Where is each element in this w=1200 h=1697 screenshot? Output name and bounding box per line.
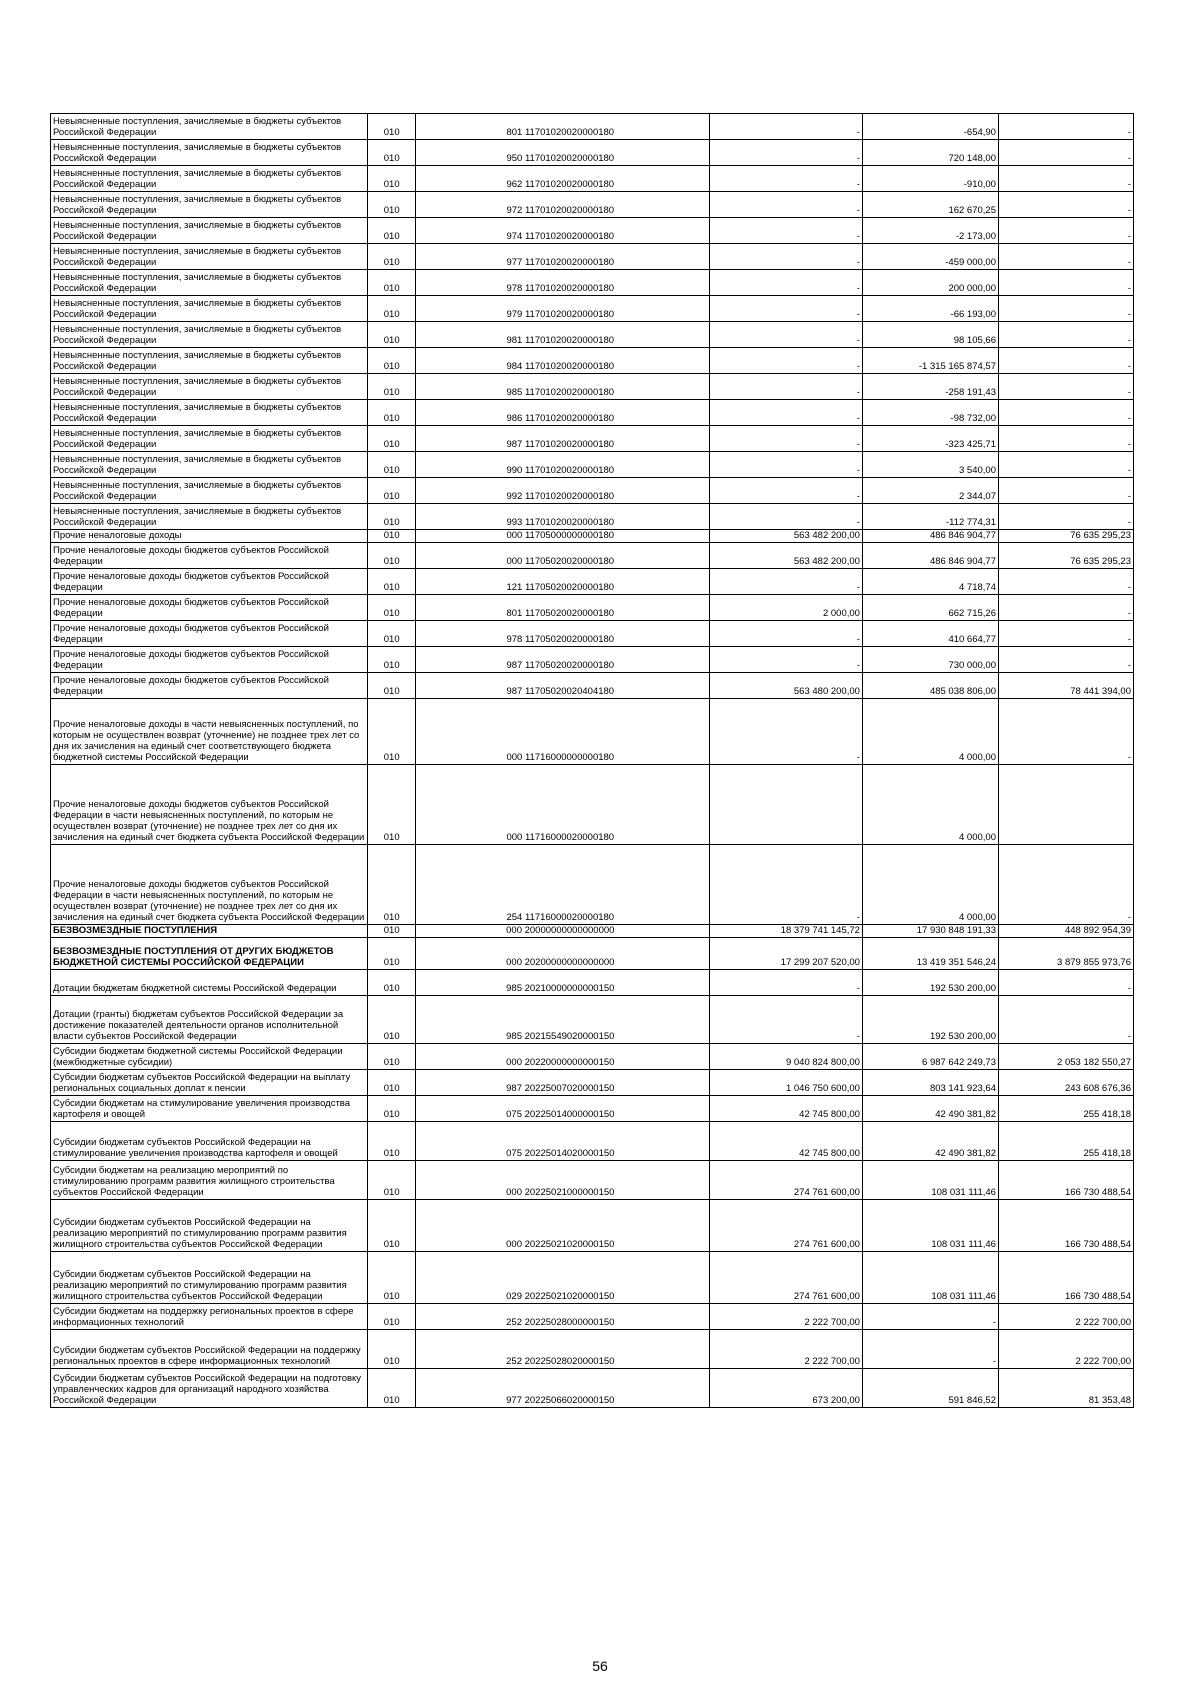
- row-executed-cell: 4 718,74: [862, 569, 998, 595]
- row-name-cell: Прочие неналоговые доходы бюджетов субъектов Российской Федерации: [51, 621, 368, 647]
- row-unexecuted-cell: 76 635 295,23: [998, 530, 1133, 543]
- row-executed-cell: 730 000,00: [862, 647, 998, 673]
- row-name-cell: Невыясненные поступления, зачисляемые в бюджеты субъектов Российской Федерации: [51, 140, 368, 166]
- row-unexecuted-cell: 166 730 488,54: [998, 1252, 1133, 1304]
- row-executed-cell: 13 419 351 546,24: [862, 938, 998, 970]
- row-name-cell: Субсидии бюджетам на стимулирование увеличения производства картофеля и овощей: [51, 1096, 368, 1122]
- row-budget-code-cell: 000 20200000000000000: [415, 938, 709, 970]
- row-unexecuted-cell: -: [998, 970, 1133, 996]
- row-unexecuted-cell: 78 441 394,00: [998, 673, 1133, 699]
- row-unexecuted-cell: -: [998, 348, 1133, 374]
- row-unexecuted-cell: -: [998, 192, 1133, 218]
- row-name-cell: Прочие неналоговые доходы бюджетов субъектов Российской Федерации: [51, 673, 368, 699]
- row-approved-cell: -: [709, 504, 862, 530]
- row-name-cell: Субсидии бюджетам субъектов Российской Федерации на реализацию мероприятий по стимулированию программ развития жилищного строительства субъектов Российской Федерации: [51, 1200, 368, 1252]
- row-line-code-cell: 010: [368, 595, 416, 621]
- row-budget-code-cell: 984 11701020020000180: [415, 348, 709, 374]
- row-budget-code-cell: 979 11701020020000180: [415, 296, 709, 322]
- row-unexecuted-cell: 76 635 295,23: [998, 543, 1133, 569]
- row-executed-cell: 486 846 904,77: [862, 543, 998, 569]
- row-budget-code-cell: 990 11701020020000180: [415, 452, 709, 478]
- row-budget-code-cell: 950 11701020020000180: [415, 140, 709, 166]
- row-approved-cell: 274 761 600,00: [709, 1200, 862, 1252]
- row-name-cell: Прочие неналоговые доходы бюджетов субъектов Российской Федерации: [51, 595, 368, 621]
- row-approved-cell: 274 761 600,00: [709, 1252, 862, 1304]
- table-row: [51, 504, 1134, 530]
- row-approved-cell: -: [709, 296, 862, 322]
- row-budget-code-cell: 981 11701020020000180: [415, 322, 709, 348]
- row-name-cell: БЕЗВОЗМЕЗДНЫЕ ПОСТУПЛЕНИЯ ОТ ДРУГИХ БЮДЖЕТОВ БЮДЖЕТНОЙ СИСТЕМЫ РОССИЙСКОЙ ФЕДЕРАЦИИ: [51, 938, 368, 970]
- row-budget-code-cell: 987 11705020020404180: [415, 673, 709, 699]
- table-row: [51, 543, 1134, 569]
- row-unexecuted-cell: -: [998, 621, 1133, 647]
- row-unexecuted-cell: -: [998, 322, 1133, 348]
- row-approved-cell: -: [709, 192, 862, 218]
- row-line-code-cell: 010: [368, 322, 416, 348]
- row-approved-cell: -: [709, 400, 862, 426]
- row-approved-cell: [709, 765, 862, 845]
- table-row: [51, 765, 1134, 845]
- row-approved-cell: -: [709, 374, 862, 400]
- row-budget-code-cell: 801 11701020020000180: [415, 114, 709, 140]
- row-name-cell: БЕЗВОЗМЕЗДНЫЕ ПОСТУПЛЕНИЯ: [51, 925, 368, 938]
- row-line-code-cell: 010: [368, 504, 416, 530]
- row-unexecuted-cell: 2 222 700,00: [998, 1330, 1133, 1369]
- row-unexecuted-cell: -: [998, 114, 1133, 140]
- row-unexecuted-cell: 81 353,48: [998, 1369, 1133, 1408]
- row-budget-code-cell: 000 20220000000000150: [415, 1044, 709, 1070]
- row-approved-cell: -: [709, 348, 862, 374]
- row-budget-code-cell: 000 11705000000000180: [415, 530, 709, 543]
- table-row: [51, 699, 1134, 765]
- row-budget-code-cell: 801 11705020020000180: [415, 595, 709, 621]
- row-unexecuted-cell: -: [998, 452, 1133, 478]
- table-row: [51, 244, 1134, 270]
- table-row: [51, 166, 1134, 192]
- row-line-code-cell: 010: [368, 845, 416, 925]
- row-budget-code-cell: 978 11701020020000180: [415, 270, 709, 296]
- row-line-code-cell: 010: [368, 478, 416, 504]
- row-approved-cell: -: [709, 478, 862, 504]
- row-line-code-cell: 010: [368, 1122, 416, 1161]
- table-row: [51, 114, 1134, 140]
- row-name-cell: Субсидии бюджетам на реализацию мероприятий по стимулированию программ развития жилищного строительства субъектов Российской Федерации: [51, 1161, 368, 1200]
- row-name-cell: Невыясненные поступления, зачисляемые в бюджеты субъектов Российской Федерации: [51, 114, 368, 140]
- row-approved-cell: -: [709, 244, 862, 270]
- row-line-code-cell: 010: [368, 114, 416, 140]
- row-budget-code-cell: 985 20210000000000150: [415, 970, 709, 996]
- row-line-code-cell: 010: [368, 569, 416, 595]
- row-unexecuted-cell: 2 053 182 550,27: [998, 1044, 1133, 1070]
- row-approved-cell: 42 745 800,00: [709, 1122, 862, 1161]
- row-budget-code-cell: 000 11716000000000180: [415, 699, 709, 765]
- row-approved-cell: -: [709, 218, 862, 244]
- table-row: [51, 569, 1134, 595]
- table-row: [51, 140, 1134, 166]
- row-executed-cell: -258 191,43: [862, 374, 998, 400]
- row-budget-code-cell: 974 11701020020000180: [415, 218, 709, 244]
- row-approved-cell: 274 761 600,00: [709, 1161, 862, 1200]
- row-name-cell: Прочие неналоговые доходы бюджетов субъектов Российской Федерации: [51, 569, 368, 595]
- table-row: [51, 996, 1134, 1044]
- row-line-code-cell: 010: [368, 970, 416, 996]
- row-budget-code-cell: 978 11705020020000180: [415, 621, 709, 647]
- row-executed-cell: 42 490 381,82: [862, 1122, 998, 1161]
- row-name-cell: Невыясненные поступления, зачисляемые в бюджеты субъектов Российской Федерации: [51, 504, 368, 530]
- row-unexecuted-cell: -: [998, 140, 1133, 166]
- row-line-code-cell: 010: [368, 1161, 416, 1200]
- row-line-code-cell: 010: [368, 270, 416, 296]
- row-line-code-cell: 010: [368, 938, 416, 970]
- row-unexecuted-cell: -: [998, 699, 1133, 765]
- row-budget-code-cell: 000 20000000000000000: [415, 925, 709, 938]
- row-executed-cell: -654,90: [862, 114, 998, 140]
- row-approved-cell: -: [709, 845, 862, 925]
- row-name-cell: Прочие неналоговые доходы бюджетов субъектов Российской Федерации в части невыясненных поступлений, по которым не осуществлен возврат (уточнение) не позднее трех лет со дня их зачисления на единый счет бюджета субъекта Российской Федерации: [51, 765, 368, 845]
- row-executed-cell: -112 774,31: [862, 504, 998, 530]
- row-unexecuted-cell: -: [998, 595, 1133, 621]
- table-body: [51, 114, 1134, 1408]
- row-budget-code-cell: 987 11701020020000180: [415, 426, 709, 452]
- row-unexecuted-cell: -: [998, 426, 1133, 452]
- table-row: [51, 426, 1134, 452]
- row-executed-cell: 108 031 111,46: [862, 1252, 998, 1304]
- row-name-cell: Невыясненные поступления, зачисляемые в бюджеты субъектов Российской Федерации: [51, 244, 368, 270]
- row-budget-code-cell: 000 11716000020000180: [415, 765, 709, 845]
- row-executed-cell: 98 105,66: [862, 322, 998, 348]
- row-executed-cell: 662 715,26: [862, 595, 998, 621]
- row-line-code-cell: 010: [368, 452, 416, 478]
- table-row: [51, 647, 1134, 673]
- row-budget-code-cell: 993 11701020020000180: [415, 504, 709, 530]
- table-row: [51, 1200, 1134, 1252]
- row-line-code-cell: 010: [368, 192, 416, 218]
- row-name-cell: Невыясненные поступления, зачисляемые в бюджеты субъектов Российской Федерации: [51, 426, 368, 452]
- row-approved-cell: 18 379 741 145,72: [709, 925, 862, 938]
- row-unexecuted-cell: -: [998, 166, 1133, 192]
- row-line-code-cell: 010: [368, 925, 416, 938]
- row-executed-cell: -323 425,71: [862, 426, 998, 452]
- row-budget-code-cell: 972 11701020020000180: [415, 192, 709, 218]
- row-name-cell: Субсидии бюджетам субъектов Российской Федерации на стимулирование увеличения производства картофеля и овощей: [51, 1122, 368, 1161]
- page-number: 56: [592, 1658, 608, 1674]
- row-budget-code-cell: 977 11701020020000180: [415, 244, 709, 270]
- row-executed-cell: -1 315 165 874,57: [862, 348, 998, 374]
- row-executed-cell: 2 344,07: [862, 478, 998, 504]
- row-approved-cell: 2 000,00: [709, 595, 862, 621]
- row-line-code-cell: 010: [368, 765, 416, 845]
- row-executed-cell: 42 490 381,82: [862, 1096, 998, 1122]
- table-row: [51, 1369, 1134, 1408]
- row-name-cell: Невыясненные поступления, зачисляемые в бюджеты субъектов Российской Федерации: [51, 322, 368, 348]
- row-line-code-cell: 010: [368, 296, 416, 322]
- row-unexecuted-cell: -: [998, 845, 1133, 925]
- row-executed-cell: 192 530 200,00: [862, 970, 998, 996]
- row-name-cell: Субсидии бюджетам бюджетной системы Российской Федерации (межбюджетные субсидии): [51, 1044, 368, 1070]
- row-unexecuted-cell: 243 608 676,36: [998, 1070, 1133, 1096]
- row-budget-code-cell: 985 20215549020000150: [415, 996, 709, 1044]
- row-budget-code-cell: 029 20225021020000150: [415, 1252, 709, 1304]
- table-row: [51, 374, 1134, 400]
- row-approved-cell: 2 222 700,00: [709, 1330, 862, 1369]
- row-executed-cell: -2 173,00: [862, 218, 998, 244]
- row-line-code-cell: 010: [368, 244, 416, 270]
- row-budget-code-cell: 000 20225021020000150: [415, 1200, 709, 1252]
- row-executed-cell: 485 038 806,00: [862, 673, 998, 699]
- row-executed-cell: 591 846,52: [862, 1369, 998, 1408]
- row-line-code-cell: 010: [368, 348, 416, 374]
- row-budget-code-cell: 962 11701020020000180: [415, 166, 709, 192]
- row-approved-cell: 673 200,00: [709, 1369, 862, 1408]
- row-unexecuted-cell: 255 418,18: [998, 1096, 1133, 1122]
- row-unexecuted-cell: -: [998, 478, 1133, 504]
- row-approved-cell: -: [709, 996, 862, 1044]
- row-approved-cell: 563 482 200,00: [709, 530, 862, 543]
- row-name-cell: Прочие неналоговые доходы бюджетов субъектов Российской Федерации в части невыясненных поступлений, по которым не осуществлен возврат (уточнение) не позднее трех лет со дня их зачисления на единый счет бюджета субъекта Российской Федерации: [51, 845, 368, 925]
- table-row: [51, 478, 1134, 504]
- row-line-code-cell: 010: [368, 1044, 416, 1070]
- row-unexecuted-cell: 166 730 488,54: [998, 1200, 1133, 1252]
- row-executed-cell: 6 987 642 249,73: [862, 1044, 998, 1070]
- table-row: [51, 530, 1134, 543]
- row-executed-cell: 200 000,00: [862, 270, 998, 296]
- table-row: [51, 296, 1134, 322]
- row-name-cell: Субсидии бюджетам на поддержку региональных проектов в сфере информационных технологий: [51, 1304, 368, 1330]
- row-name-cell: Невыясненные поступления, зачисляемые в бюджеты субъектов Российской Федерации: [51, 296, 368, 322]
- row-approved-cell: -: [709, 166, 862, 192]
- table-row: [51, 400, 1134, 426]
- row-unexecuted-cell: [998, 765, 1133, 845]
- row-unexecuted-cell: -: [998, 244, 1133, 270]
- row-unexecuted-cell: 255 418,18: [998, 1122, 1133, 1161]
- row-unexecuted-cell: -: [998, 569, 1133, 595]
- table-row: [51, 845, 1134, 925]
- table-row: [51, 192, 1134, 218]
- row-unexecuted-cell: -: [998, 647, 1133, 673]
- row-name-cell: Прочие неналоговые доходы бюджетов субъектов Российской Федерации: [51, 647, 368, 673]
- row-name-cell: Прочие неналоговые доходы: [51, 530, 368, 543]
- row-approved-cell: -: [709, 569, 862, 595]
- row-line-code-cell: 010: [368, 1200, 416, 1252]
- row-name-cell: Субсидии бюджетам субъектов Российской Федерации на выплату региональных социальных доплат к пенсии: [51, 1070, 368, 1096]
- row-line-code-cell: 010: [368, 166, 416, 192]
- row-budget-code-cell: 121 11705020020000180: [415, 569, 709, 595]
- row-unexecuted-cell: -: [998, 270, 1133, 296]
- table-row: [51, 1070, 1134, 1096]
- row-unexecuted-cell: -: [998, 218, 1133, 244]
- table-row: [51, 218, 1134, 244]
- row-line-code-cell: 010: [368, 647, 416, 673]
- table-row: [51, 1122, 1134, 1161]
- row-unexecuted-cell: -: [998, 296, 1133, 322]
- row-budget-code-cell: 075 20225014000000150: [415, 1096, 709, 1122]
- row-name-cell: Прочие неналоговые доходы в части невыясненных поступлений, по которым не осуществлен возврат (уточнение) не позднее трех лет со дня их зачисления на единый счет соответствующего бюджета бюджетной системы Российской Федерации: [51, 699, 368, 765]
- row-name-cell: Невыясненные поступления, зачисляемые в бюджеты субъектов Российской Федерации: [51, 166, 368, 192]
- row-budget-code-cell: 252 20225028020000150: [415, 1330, 709, 1369]
- row-approved-cell: -: [709, 426, 862, 452]
- row-approved-cell: 1 046 750 600,00: [709, 1070, 862, 1096]
- row-name-cell: Дотации бюджетам бюджетной системы Российской Федерации: [51, 970, 368, 996]
- row-executed-cell: -459 000,00: [862, 244, 998, 270]
- row-unexecuted-cell: 2 222 700,00: [998, 1304, 1133, 1330]
- row-name-cell: Дотации (гранты) бюджетам субъектов Российской Федерации за достижение показателей деятельности органов исполнительной власти субъектов Российской Федерации: [51, 996, 368, 1044]
- row-approved-cell: -: [709, 270, 862, 296]
- row-name-cell: Невыясненные поступления, зачисляемые в бюджеты субъектов Российской Федерации: [51, 400, 368, 426]
- row-executed-cell: -: [862, 1330, 998, 1369]
- row-executed-cell: 720 148,00: [862, 140, 998, 166]
- row-name-cell: Невыясненные поступления, зачисляемые в бюджеты субъектов Российской Федерации: [51, 270, 368, 296]
- row-name-cell: Невыясненные поступления, зачисляемые в бюджеты субъектов Российской Федерации: [51, 192, 368, 218]
- table-row: [51, 673, 1134, 699]
- row-approved-cell: 9 040 824 800,00: [709, 1044, 862, 1070]
- table-row: [51, 322, 1134, 348]
- row-name-cell: Невыясненные поступления, зачисляемые в бюджеты субъектов Российской Федерации: [51, 478, 368, 504]
- table-row: [51, 1330, 1134, 1369]
- row-unexecuted-cell: 166 730 488,54: [998, 1161, 1133, 1200]
- row-line-code-cell: 010: [368, 218, 416, 244]
- row-approved-cell: 563 482 200,00: [709, 543, 862, 569]
- row-budget-code-cell: 000 11705020020000180: [415, 543, 709, 569]
- row-line-code-cell: 010: [368, 1070, 416, 1096]
- row-approved-cell: -: [709, 452, 862, 478]
- row-line-code-cell: 010: [368, 1304, 416, 1330]
- row-budget-code-cell: 992 11701020020000180: [415, 478, 709, 504]
- row-executed-cell: -66 193,00: [862, 296, 998, 322]
- row-unexecuted-cell: -: [998, 996, 1133, 1044]
- row-name-cell: Невыясненные поступления, зачисляемые в бюджеты субъектов Российской Федерации: [51, 218, 368, 244]
- row-budget-code-cell: 977 20225066020000150: [415, 1369, 709, 1408]
- table-row: [51, 1161, 1134, 1200]
- row-budget-code-cell: 075 20225014020000150: [415, 1122, 709, 1161]
- table-row: [51, 970, 1134, 996]
- row-budget-code-cell: 986 11701020020000180: [415, 400, 709, 426]
- row-unexecuted-cell: 3 879 855 973,76: [998, 938, 1133, 970]
- row-budget-code-cell: 987 20225007020000150: [415, 1070, 709, 1096]
- row-approved-cell: -: [709, 970, 862, 996]
- row-executed-cell: -910,00: [862, 166, 998, 192]
- row-name-cell: Невыясненные поступления, зачисляемые в бюджеты субъектов Российской Федерации: [51, 348, 368, 374]
- row-line-code-cell: 010: [368, 1252, 416, 1304]
- row-name-cell: Субсидии бюджетам субъектов Российской Федерации на подготовку управленческих кадров для организаций народного хозяйства Российской Федерации: [51, 1369, 368, 1408]
- row-unexecuted-cell: -: [998, 400, 1133, 426]
- row-executed-cell: 4 000,00: [862, 765, 998, 845]
- table-row: [51, 1252, 1134, 1304]
- row-line-code-cell: 010: [368, 1096, 416, 1122]
- row-approved-cell: 563 480 200,00: [709, 673, 862, 699]
- row-executed-cell: 4 000,00: [862, 699, 998, 765]
- row-executed-cell: 3 540,00: [862, 452, 998, 478]
- row-approved-cell: -: [709, 114, 862, 140]
- row-line-code-cell: 010: [368, 543, 416, 569]
- row-executed-cell: 162 670,25: [862, 192, 998, 218]
- table-row: [51, 270, 1134, 296]
- row-executed-cell: 486 846 904,77: [862, 530, 998, 543]
- row-unexecuted-cell: 448 892 954,39: [998, 925, 1133, 938]
- row-executed-cell: 410 664,77: [862, 621, 998, 647]
- table-row: [51, 452, 1134, 478]
- row-approved-cell: 2 222 700,00: [709, 1304, 862, 1330]
- row-executed-cell: -: [862, 1304, 998, 1330]
- table-row: [51, 1304, 1134, 1330]
- row-line-code-cell: 010: [368, 400, 416, 426]
- row-name-cell: Невыясненные поступления, зачисляемые в бюджеты субъектов Российской Федерации: [51, 374, 368, 400]
- row-line-code-cell: 010: [368, 374, 416, 400]
- row-line-code-cell: 010: [368, 996, 416, 1044]
- row-executed-cell: 108 031 111,46: [862, 1161, 998, 1200]
- row-line-code-cell: 010: [368, 426, 416, 452]
- table-row: [51, 938, 1134, 970]
- row-executed-cell: 192 530 200,00: [862, 996, 998, 1044]
- row-line-code-cell: 010: [368, 621, 416, 647]
- row-budget-code-cell: 252 20225028000000150: [415, 1304, 709, 1330]
- row-executed-cell: 108 031 111,46: [862, 1200, 998, 1252]
- row-approved-cell: -: [709, 621, 862, 647]
- table-row: [51, 925, 1134, 938]
- row-budget-code-cell: 254 11716000020000180: [415, 845, 709, 925]
- row-line-code-cell: 010: [368, 1330, 416, 1369]
- row-line-code-cell: 010: [368, 673, 416, 699]
- row-name-cell: Невыясненные поступления, зачисляемые в бюджеты субъектов Российской Федерации: [51, 452, 368, 478]
- row-name-cell: Субсидии бюджетам субъектов Российской Федерации на реализацию мероприятий по стимулированию программ развития жилищного строительства субъектов Российской Федерации: [51, 1252, 368, 1304]
- row-unexecuted-cell: -: [998, 374, 1133, 400]
- row-approved-cell: -: [709, 699, 862, 765]
- row-approved-cell: 42 745 800,00: [709, 1096, 862, 1122]
- row-line-code-cell: 010: [368, 699, 416, 765]
- row-approved-cell: -: [709, 140, 862, 166]
- row-budget-code-cell: 985 11701020020000180: [415, 374, 709, 400]
- row-budget-code-cell: 000 20225021000000150: [415, 1161, 709, 1200]
- row-approved-cell: 17 299 207 520,00: [709, 938, 862, 970]
- row-line-code-cell: 010: [368, 530, 416, 543]
- row-approved-cell: -: [709, 322, 862, 348]
- row-unexecuted-cell: -: [998, 504, 1133, 530]
- revenue-table: [50, 113, 1134, 1408]
- table-row: [51, 621, 1134, 647]
- row-executed-cell: -98 732,00: [862, 400, 998, 426]
- row-budget-code-cell: 987 11705020020000180: [415, 647, 709, 673]
- table-row: [51, 595, 1134, 621]
- table-row: [51, 1096, 1134, 1122]
- table-row: [51, 1044, 1134, 1070]
- row-name-cell: Прочие неналоговые доходы бюджетов субъектов Российской Федерации: [51, 543, 368, 569]
- table-row: [51, 348, 1134, 374]
- row-line-code-cell: 010: [368, 140, 416, 166]
- row-line-code-cell: 010: [368, 1369, 416, 1408]
- row-approved-cell: -: [709, 647, 862, 673]
- row-executed-cell: 17 930 848 191,33: [862, 925, 998, 938]
- row-executed-cell: 4 000,00: [862, 845, 998, 925]
- row-name-cell: Субсидии бюджетам субъектов Российской Федерации на поддержку региональных проектов в сфере информационных технологий: [51, 1330, 368, 1369]
- row-executed-cell: 803 141 923,64: [862, 1070, 998, 1096]
